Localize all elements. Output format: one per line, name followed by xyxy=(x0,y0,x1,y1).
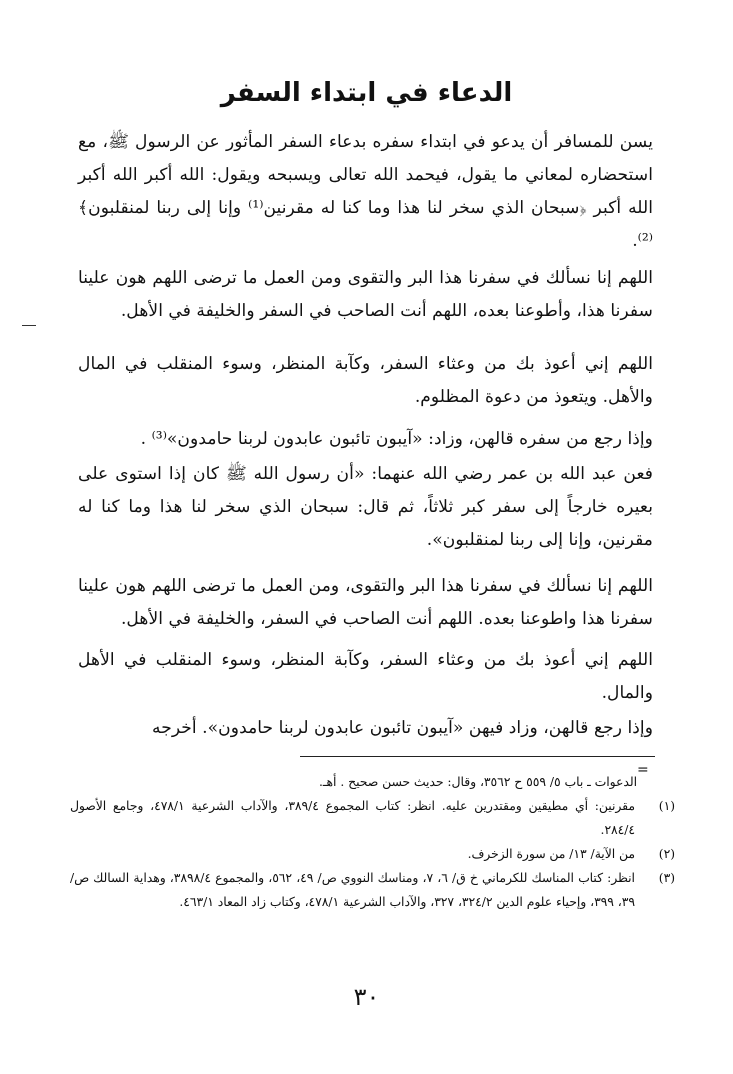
footnote-text: مقرنين: أي مطيقين ومقتدرين عليه. انظر: كتاب المجموع ٣٨٩/٤، والآداب الشرعية ٤٧٨/١، وجامع الأصول ٢٨٤/٤. xyxy=(70,799,635,837)
footnotes xyxy=(70,770,675,914)
footnote-item xyxy=(70,866,675,914)
footnote-divider xyxy=(300,756,655,757)
footnote-number: (١) xyxy=(658,799,675,813)
footnote-number: (٣) xyxy=(658,871,675,885)
paragraph-return-1: وإذا رجع من سفره قالهن، وزاد: «آيبون تائبون عابدون لربنا حامدون»⁽³⁾ . xyxy=(140,429,653,449)
paragraph-hadith: فعن عبد الله بن عمر رضي الله عنهما: «أن رسول الله ﷺ كان إذا استوى على بعيره خارجاً إلى سفر كبر ثلاثاً، ثم قال: سبحان الذي سخر لنا هذا وما كنا له مقرنين، وإنا إلى ربنا لمنقلبون». xyxy=(78,464,653,550)
footnote-number: (٢) xyxy=(658,847,675,861)
footnote-continuation-text: الدعوات ـ باب ٥/ ٥٥٩ ح ٣٥٦٢، وقال: حديث حسن صحيح . أهـ. xyxy=(319,775,637,789)
paragraph-return-2: وإذا رجع قالهن، وزاد فيهن «آيبون تائبون عابدون لربنا حامدون». أخرجه xyxy=(151,718,653,738)
margin-mark xyxy=(22,325,36,326)
footnote-item xyxy=(70,842,675,866)
footnote-text: من الآية/ ١٣/ من سورة الزخرف. xyxy=(467,847,635,861)
page-number: ٣٠ xyxy=(353,983,380,1011)
paragraph-refuge-2: اللهم إني أعوذ بك من وعثاء السفر، وكآبة المنظر، وسوء المنقلب في الأهل والمال. xyxy=(78,650,653,703)
paragraph-intro: يسن للمسافر أن يدعو في ابتداء سفره بدعاء السفر المأثور عن الرسول ﷺ، مع استحضاره لمعاني ما يقول، فيحمد الله تعالى ويسبحه ويقول: الله أكبر الله أكبر الله أكبر ﴿سبحان الذي سخر لنا هذا وما كنا له مقرنين⁽¹⁾ وإنا إلى ربنا لمنقلبون﴾⁽²⁾. xyxy=(78,132,653,251)
paragraph-supplication-1: اللهم إنا نسألك في سفرنا هذا البر والتقوى ومن العمل ما ترضى اللهم هون علينا سفرنا هذا، وأطوعنا بعده، اللهم أنت الصاحب في السفر والخليفة في الأهل. xyxy=(78,268,653,321)
footnote-continuation-marker: = xyxy=(637,762,649,778)
paragraph-refuge-1: اللهم إني أعوذ بك من وعثاء السفر، وكآبة المنظر، وسوء المنقلب في المال والأهل. ويتعوذ من دعوة المظلوم. xyxy=(78,354,653,407)
page-title: الدعاء في ابتداء السفر xyxy=(220,78,513,108)
paragraph-supplication-2: اللهم إنا نسألك في سفرنا هذا البر والتقوى، ومن العمل ما ترضى اللهم هون علينا سفرنا هذا واطوعنا بعده. اللهم أنت الصاحب في السفر، والخليفة في الأهل. xyxy=(78,576,653,629)
footnote-continuation xyxy=(70,770,675,794)
footnote-item xyxy=(70,794,675,842)
footnote-text: انظر: كتاب المناسك للكرماني خ ق/ ٦، ٧، ومناسك النووي ص/ ٤٩، ٥٦٢، والمجموع ٣٨٩٨/٤، وهداية السالك ص/ ٣٩، ٣٩٩، وإحياء علوم الدين ٣٢٤/٢، ٣٢٧، والآداب الشرعية ٤٧٨/١، وكتاب زاد المعاد ٤٦٣/١. xyxy=(70,871,635,909)
